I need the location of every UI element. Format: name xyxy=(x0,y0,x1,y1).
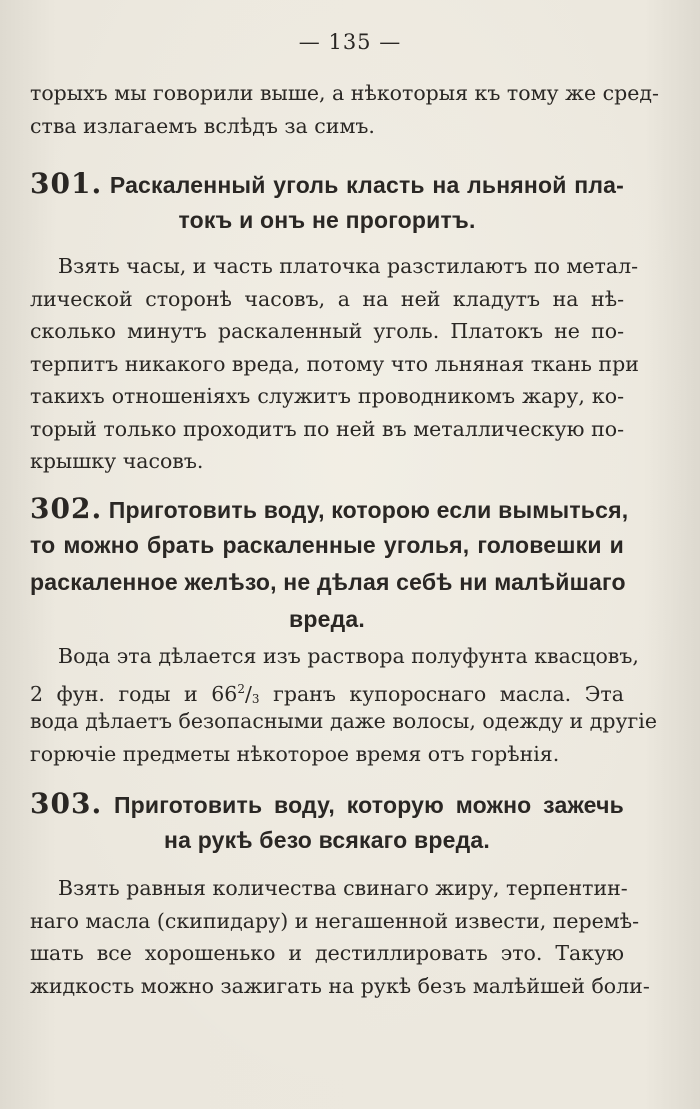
page-number: — 135 — xyxy=(298,30,402,54)
section-number: 301. xyxy=(30,167,103,200)
fraction-denominator: 3 xyxy=(251,691,260,706)
heading-line: то можно брать раскаленные уголья, головешки и xyxy=(30,532,624,558)
text-line-with-fraction: 2 фун. годы и $66^2/_3$ гранъ купороснаго масла. Эта xyxy=(30,681,624,706)
heading-line xyxy=(30,165,624,202)
section-303-heading xyxy=(30,785,624,859)
heading-text: Приготовить воду, которую можно зажечь xyxy=(113,792,624,818)
text-line: Взять часы, и часть платочка разстилаютъ по метал- xyxy=(58,254,639,278)
text-line: торый только проходитъ по ней въ металлическую по- xyxy=(30,416,624,441)
text-line: жидкость можно зажигать на рукѣ безъ малѣйшей боли- xyxy=(30,973,650,998)
text-line: вода дѣлаетъ безопасными даже волосы, одежду и другіе xyxy=(30,709,657,733)
section-303-body xyxy=(30,872,650,1002)
section-301-body xyxy=(30,250,639,478)
fraction-numerator: 2 xyxy=(237,681,245,696)
text-line: терпитъ никакого вреда, потому что льняная ткань при xyxy=(30,351,639,376)
text-line: крышку часовъ. xyxy=(30,449,204,473)
heading-text: Раскаленный уголь класть на льняной пла- xyxy=(109,172,624,198)
heading-line xyxy=(30,785,624,822)
text-line: Вода эта дѣлается изъ раствора полуфунта квасцовъ, xyxy=(58,644,639,668)
section-302-body xyxy=(30,640,657,770)
text-line: Взять равныя количества свинаго жиру, терпентин- xyxy=(58,876,628,900)
text-line: наго масла (скипидару) и негашенной извести, перемѣ- xyxy=(30,908,640,933)
section-number: 303. xyxy=(30,787,103,820)
heading-text: Приготовить воду, которою если вымыться, xyxy=(108,497,629,523)
heading-line: раскаленное желѣзо, не дѣлая себѣ ни малѣйшаго xyxy=(30,569,626,595)
text-line: лической сторонѣ часовъ, а на ней кладутъ на нѣ- xyxy=(30,286,624,311)
heading-line: вреда. xyxy=(289,606,365,632)
section-301-heading xyxy=(30,165,624,239)
section-number: 302. xyxy=(30,492,103,525)
heading-line xyxy=(30,490,629,527)
text-line: ства излагаемъ вслѣдъ за симъ. xyxy=(30,113,375,138)
text-line: сколько минутъ раскаленный уголь. Платокъ не по- xyxy=(30,319,624,343)
section-302-heading xyxy=(30,490,629,638)
text-line: такихъ отношеніяхъ служитъ проводникомъ жару, ко- xyxy=(30,384,624,408)
text-line: горючіе предметы нѣкоторое время отъ горѣнія. xyxy=(30,741,560,766)
text-line: торыхъ мы говорили выше, а нѣкоторыя къ тому же сред- xyxy=(30,81,659,105)
text-line: шать все хорошенько и дестиллировать это. Такую xyxy=(30,941,624,965)
heading-line: токъ и онъ не прогоритъ. xyxy=(178,207,476,233)
heading-line: на рукѣ безо всякаго вреда. xyxy=(164,827,490,853)
intro-paragraph xyxy=(30,77,659,142)
